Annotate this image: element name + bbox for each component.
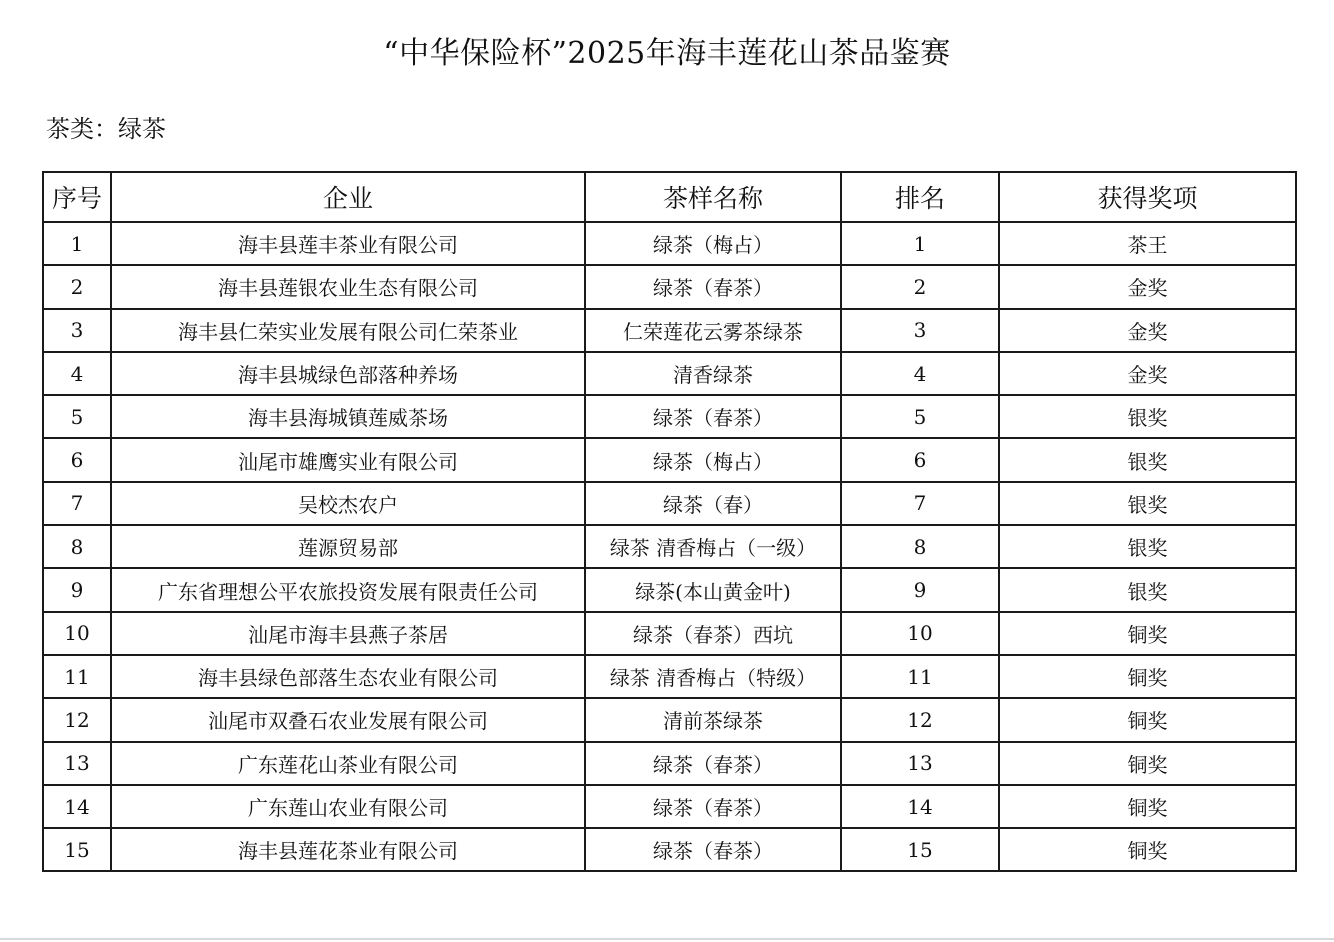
award-results-table [42,171,1297,872]
cell-sample-name: 清前茶绿茶 [585,698,841,741]
cell-sample-name: 绿茶（梅占） [585,438,841,481]
cell-index: 15 [43,828,111,871]
table-row [43,525,1296,568]
cell-award: 铜奖 [999,655,1296,698]
cell-award: 银奖 [999,395,1296,438]
table-row [43,222,1296,265]
cell-index: 10 [43,612,111,655]
cell-index: 5 [43,395,111,438]
cell-company: 海丰县莲银农业生态有限公司 [111,265,585,308]
cell-award: 铜奖 [999,698,1296,741]
table-row [43,785,1296,828]
cell-company: 海丰县海城镇莲威茶场 [111,395,585,438]
cell-sample-name: 绿茶（春） [585,482,841,525]
cell-sample-name: 清香绿茶 [585,352,841,395]
cell-sample-name: 绿茶（春茶）西坑 [585,612,841,655]
header-sample-name: 茶样名称 [585,172,841,222]
cell-index: 7 [43,482,111,525]
cell-rank: 5 [841,395,999,438]
cell-rank: 3 [841,309,999,352]
cell-company: 广东省理想公平农旅投资发展有限责任公司 [111,568,585,611]
cell-award: 铜奖 [999,742,1296,785]
cell-company: 汕尾市海丰县燕子茶居 [111,612,585,655]
table-row [43,828,1296,871]
table-header-row [43,172,1296,222]
cell-index: 14 [43,785,111,828]
page-bottom-divider [0,938,1334,940]
cell-index: 9 [43,568,111,611]
cell-rank: 13 [841,742,999,785]
cell-index: 1 [43,222,111,265]
cell-sample-name: 绿茶（春茶） [585,828,841,871]
cell-award: 铜奖 [999,785,1296,828]
cell-rank: 12 [841,698,999,741]
cell-sample-name: 绿茶(本山黄金叶) [585,568,841,611]
cell-company: 广东莲山农业有限公司 [111,785,585,828]
cell-award: 金奖 [999,265,1296,308]
cell-award: 金奖 [999,309,1296,352]
cell-rank: 6 [841,438,999,481]
cell-company: 莲源贸易部 [111,525,585,568]
cell-company: 海丰县绿色部落生态农业有限公司 [111,655,585,698]
cell-award: 铜奖 [999,612,1296,655]
table-row [43,742,1296,785]
cell-rank: 1 [841,222,999,265]
cell-rank: 10 [841,612,999,655]
cell-index: 12 [43,698,111,741]
cell-award: 铜奖 [999,828,1296,871]
cell-award: 茶王 [999,222,1296,265]
cell-sample-name: 绿茶（春茶） [585,265,841,308]
cell-sample-name: 绿茶 清香梅占（特级） [585,655,841,698]
cell-award: 金奖 [999,352,1296,395]
cell-index: 13 [43,742,111,785]
cell-sample-name: 绿茶（春茶） [585,785,841,828]
cell-company: 海丰县莲丰茶业有限公司 [111,222,585,265]
header-rank: 排名 [841,172,999,222]
cell-rank: 9 [841,568,999,611]
cell-sample-name: 绿茶（梅占） [585,222,841,265]
table-row [43,482,1296,525]
table-row [43,612,1296,655]
cell-company: 海丰县城绿色部落种养场 [111,352,585,395]
table-row [43,265,1296,308]
cell-sample-name: 绿茶（春茶） [585,742,841,785]
cell-index: 6 [43,438,111,481]
cell-company: 海丰县仁荣实业发展有限公司仁荣茶业 [111,309,585,352]
page-title: “中华保险杯”2025年海丰莲花山茶品鉴赛 [383,36,951,71]
cell-index: 4 [43,352,111,395]
header-index: 序号 [43,172,111,222]
cell-sample-name: 绿茶 清香梅占（一级） [585,525,841,568]
header-company: 企业 [111,172,585,222]
cell-index: 11 [43,655,111,698]
table-row [43,438,1296,481]
cell-award: 银奖 [999,438,1296,481]
cell-index: 2 [43,265,111,308]
cell-award: 银奖 [999,482,1296,525]
cell-rank: 7 [841,482,999,525]
table-body [43,222,1296,871]
table-row [43,568,1296,611]
cell-rank: 15 [841,828,999,871]
cell-index: 3 [43,309,111,352]
cell-company: 吴校杰农户 [111,482,585,525]
tea-category-label: 茶类：绿茶 [46,115,166,143]
cell-rank: 14 [841,785,999,828]
cell-rank: 11 [841,655,999,698]
cell-award: 银奖 [999,525,1296,568]
table-row [43,655,1296,698]
table-row [43,698,1296,741]
cell-company: 汕尾市雄鹰实业有限公司 [111,438,585,481]
table-row [43,352,1296,395]
table-row [43,395,1296,438]
cell-rank: 4 [841,352,999,395]
cell-company: 海丰县莲花茶业有限公司 [111,828,585,871]
cell-company: 汕尾市双叠石农业发展有限公司 [111,698,585,741]
cell-index: 8 [43,525,111,568]
cell-company: 广东莲花山茶业有限公司 [111,742,585,785]
cell-rank: 2 [841,265,999,308]
table-row [43,309,1296,352]
header-award: 获得奖项 [999,172,1296,222]
cell-sample-name: 仁荣莲花云雾茶绿茶 [585,309,841,352]
cell-sample-name: 绿茶（春茶） [585,395,841,438]
cell-award: 银奖 [999,568,1296,611]
cell-rank: 8 [841,525,999,568]
